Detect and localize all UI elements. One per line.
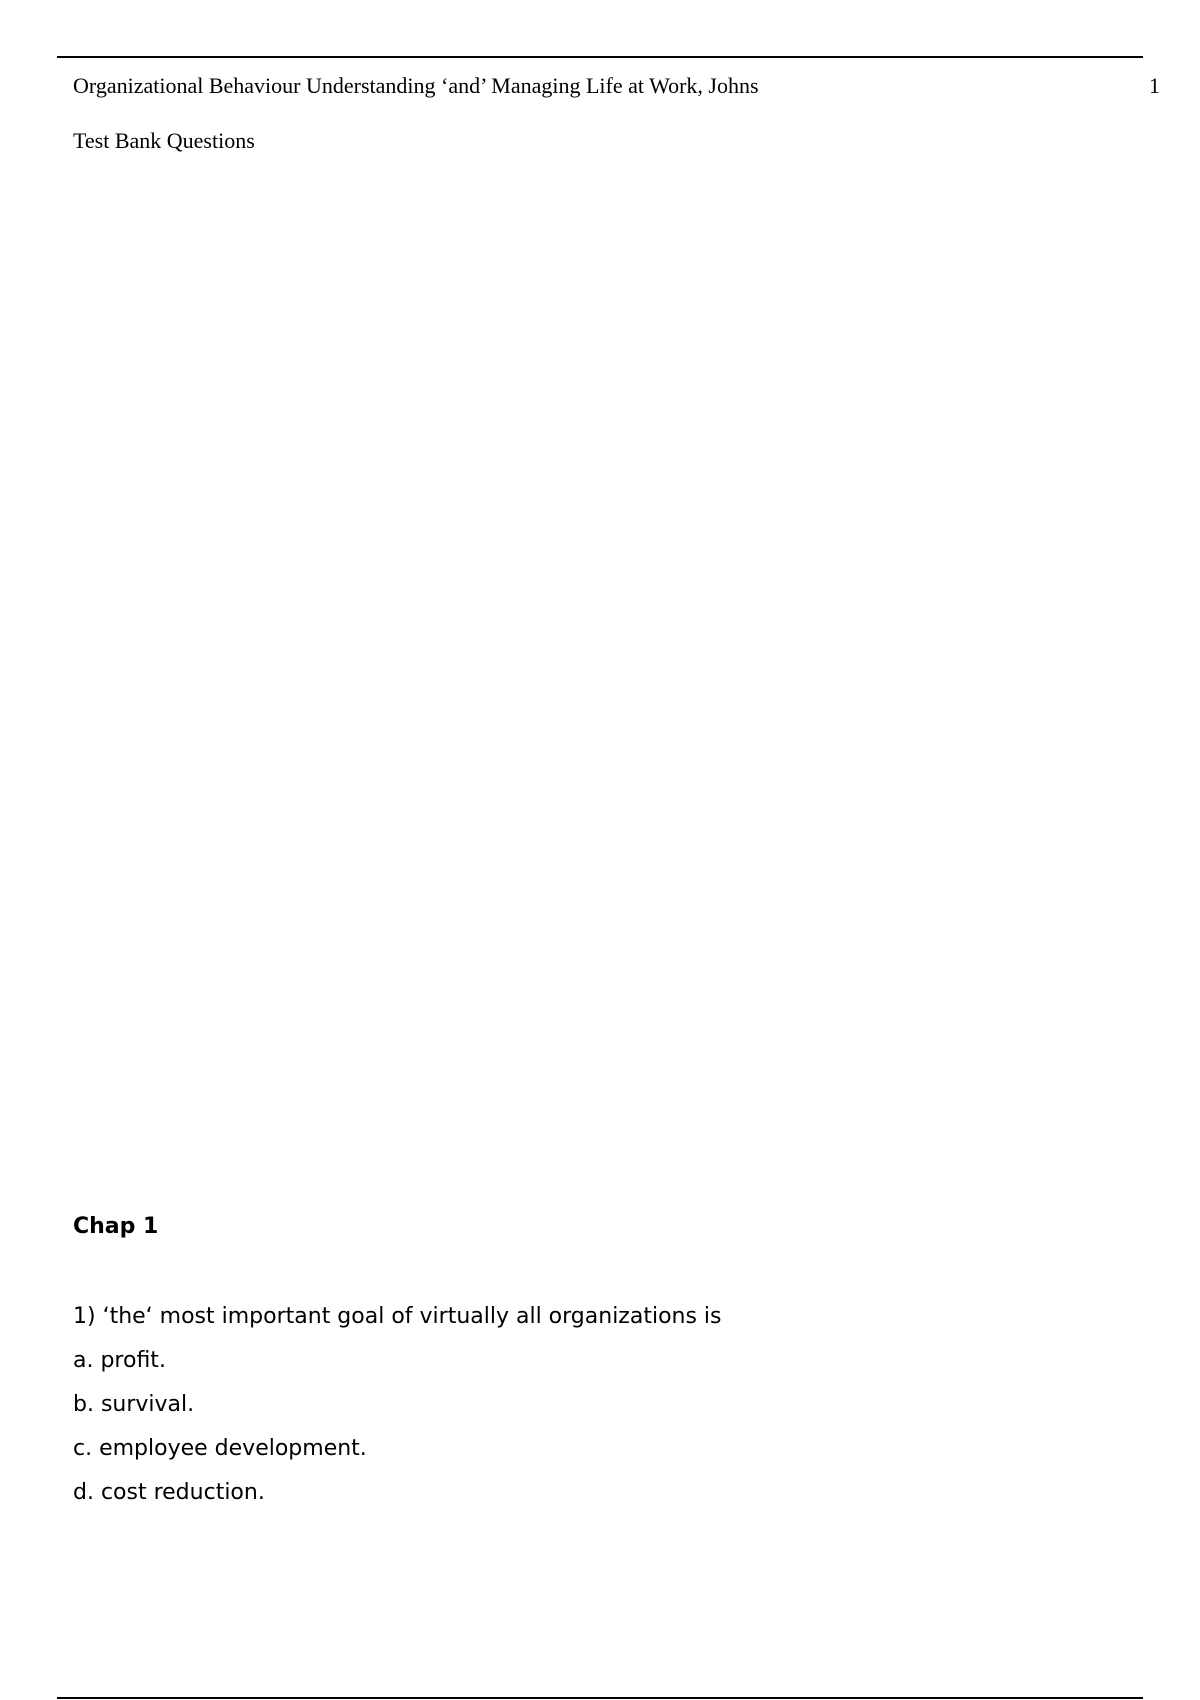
answer-option-d: d. cost reduction.	[73, 1480, 265, 1505]
question-text: 1) ‘the‘ most important goal of virtually all organizations is	[73, 1304, 722, 1329]
answer-option-c: c. employee development.	[73, 1436, 367, 1461]
footer-divider	[57, 1697, 1143, 1699]
answer-option-a: a. profit.	[73, 1348, 166, 1373]
page-number: 1	[1149, 73, 1160, 98]
document-header-title: Organizational Behaviour Understanding ‘and’ Managing Life at Work, Johns	[73, 73, 759, 98]
answer-option-b: b. survival.	[73, 1392, 195, 1417]
chapter-heading: Chap 1	[73, 1214, 159, 1239]
header-divider	[57, 56, 1143, 58]
document-subtitle: Test Bank Questions	[73, 128, 255, 153]
question-block	[73, 1303, 722, 1523]
